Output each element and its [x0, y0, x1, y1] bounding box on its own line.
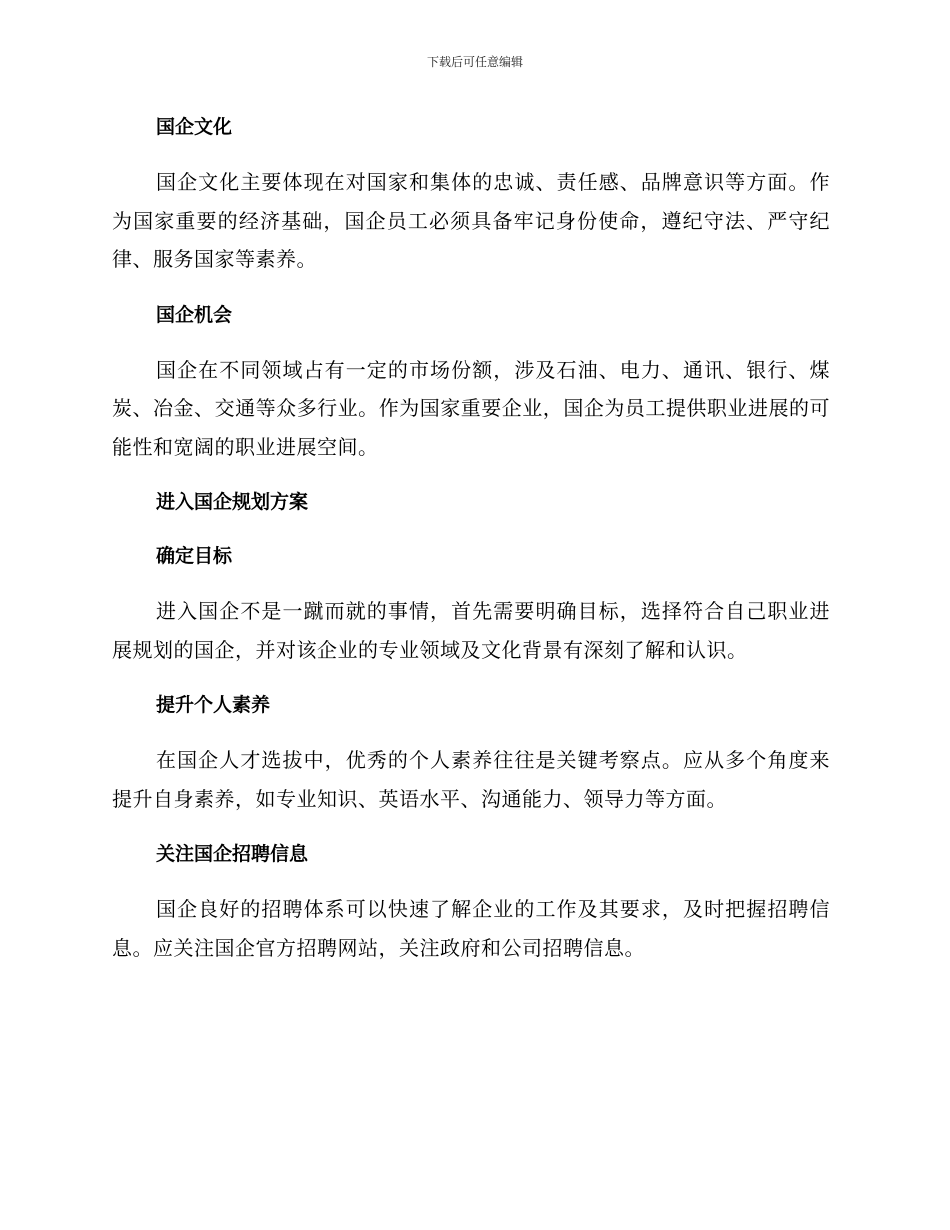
- section-heading-goal: 确定目标: [156, 545, 233, 567]
- section-heading-opportunity: 国企机会: [156, 303, 233, 326]
- header-note: 下载后可任意编辑: [426, 55, 523, 69]
- section-heading-quality: 提升个人素养: [156, 694, 271, 716]
- section-body-recruit: 国企良好的招聘体系可以快速了解企业的工作及其要求，及时把握招聘信息。应关注国企官方招聘网站，关注政府和公司招聘信息。: [112, 897, 830, 960]
- section-body-opportunity: 国企在不同领域占有一定的市场份额，涉及石油、电力、通讯、银行、煤炭、冶金、交通等众多行业。作为国家重要企业，国企为员工提供职业进展的可能性和宽阔的职业进展空间。: [112, 357, 830, 459]
- section-body-culture: 国企文化主要体现在对国家和集体的忠诚、责任感、品牌意识等方面。作为国家重要的经济基础，国企员工必须具备牢记身份使命，遵纪守法、严守纪律、服务国家等素养。: [112, 170, 830, 271]
- section-heading-plan: 进入国企规划方案: [156, 491, 309, 513]
- section-heading-culture: 国企文化: [156, 116, 233, 138]
- section-body-goal: 进入国企不是一蹴而就的事情，首先需要明确目标，选择符合自己职业进展规划的国企，并对该企业的专业领域及文化背景有深刻了解和认识。: [112, 599, 830, 662]
- document-body: [112, 109, 830, 985]
- section-heading-recruit: 关注国企招聘信息: [156, 843, 309, 865]
- section-body-quality: 在国企人才选拔中，优秀的个人素养往往是关键考察点。应从多个角度来提升自身素养，如专业知识、英语水平、沟通能力、领导力等方面。: [112, 748, 830, 811]
